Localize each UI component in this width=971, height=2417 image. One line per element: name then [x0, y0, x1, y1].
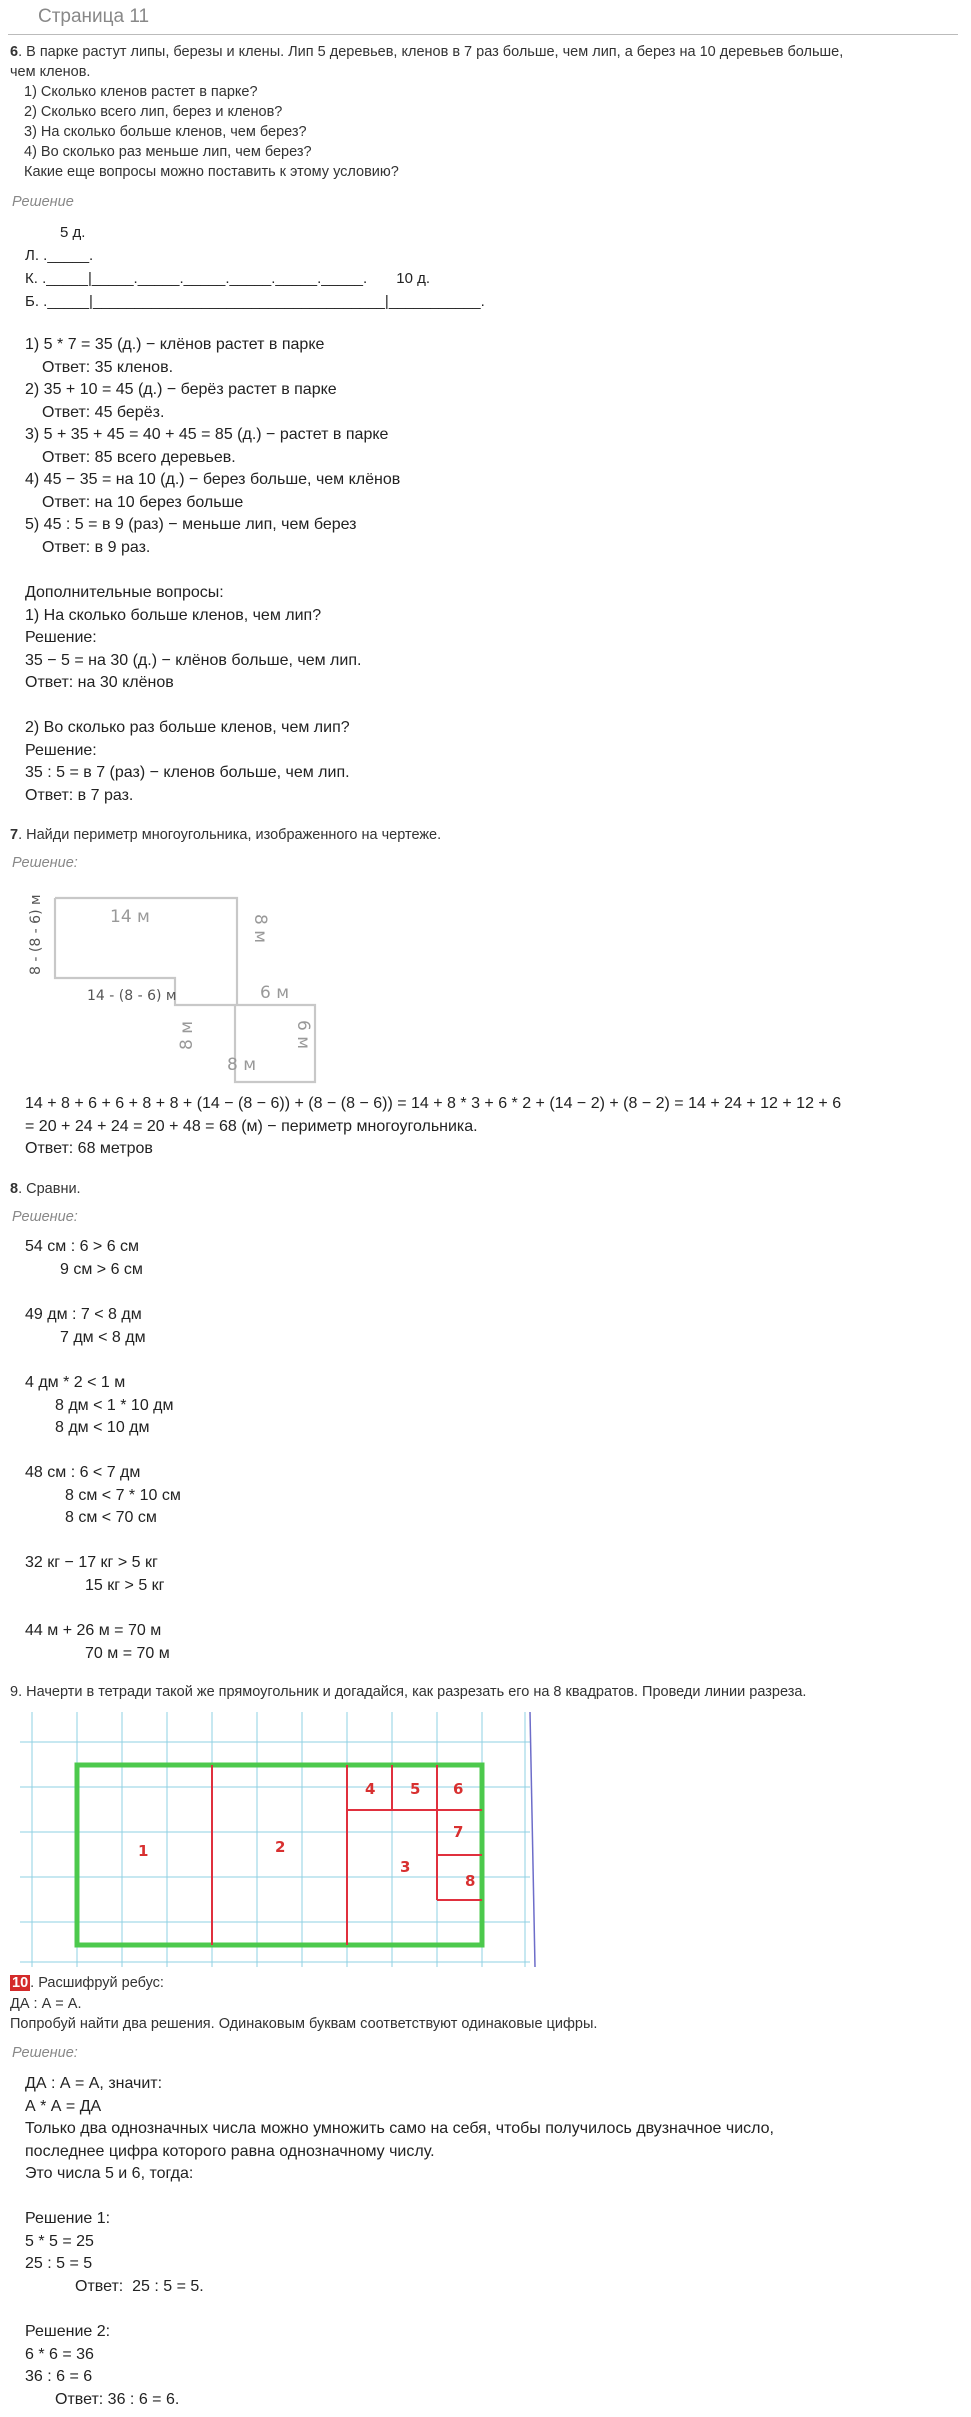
title-divider [8, 34, 958, 35]
t6-sol-2: 2) 35 + 10 = 45 (д.) − берёз растет в парке [25, 381, 337, 398]
t6-add-q1-sol: 35 − 5 = на 30 (д.) − клёнов больше, чем лип. [25, 652, 362, 669]
t10-line: 36 : 6 = 6 [25, 2368, 93, 2385]
task9-text: 9. Начерти в тетради такой же прямоугольник и догадайся, как разрезать его на 8 квадратов. Проведи линии разреза. [10, 1684, 807, 1700]
t7-answer: Ответ: 68 метров [25, 1140, 153, 1157]
t8-line: 9 см > 6 см [60, 1261, 143, 1278]
t6-add-q1: 1) На сколько больше кленов, чем лип? [25, 607, 322, 624]
diagram-kleny: К. ._____|_____._____._____._____._____._____. 10 д. [25, 270, 431, 287]
t6-ans-3: Ответ: 85 всего деревьев. [42, 449, 236, 466]
t6-ans-2: Ответ: 45 берёз. [42, 404, 165, 421]
task6-text-line1: . В парке растут липы, березы и клены. Лип 5 деревьев, кленов в 7 раз больше, чем лип, а берез на 10 деревьев больше, [18, 44, 844, 60]
t6-ans-1: Ответ: 35 кленов. [42, 359, 174, 376]
task8-number: 8 [10, 1181, 19, 1197]
t8-line: 8 дм < 1 * 10 дм [55, 1397, 174, 1414]
task6-extra-question: Какие еще вопросы можно поставить к этому условию? [24, 164, 399, 180]
t10-line: 5 * 5 = 25 [25, 2233, 94, 2250]
polygon-figure [15, 880, 325, 1095]
task6-question-3: 3) На сколько больше кленов, чем берез? [24, 124, 307, 140]
t8-line: 49 дм : 7 < 8 дм [25, 1306, 142, 1323]
task7-text [10, 827, 441, 843]
label-right-top: 8 м [250, 914, 270, 944]
label-left: 8 - (8 - 6) м [28, 894, 44, 975]
task7-text-rest: . Найди периметр многоугольника, изображенного на чертеже. [18, 827, 442, 843]
square-label-4: 4 [365, 1780, 376, 1798]
page-title: Страница 11 [38, 6, 150, 27]
task6-text [10, 44, 843, 60]
task8-solution-label: Решение: [12, 1209, 78, 1225]
task8-text-rest: . Сравни. [18, 1181, 81, 1197]
t8-line: 8 см < 7 * 10 см [65, 1487, 181, 1504]
square-label-5: 5 [410, 1780, 421, 1798]
t8-line: 44 м + 26 м = 70 м [25, 1622, 162, 1639]
t8-line: 54 см : 6 > 6 см [25, 1238, 140, 1255]
t6-add-title: Дополнительные вопросы: [25, 584, 224, 601]
cut-lines [212, 1765, 482, 1945]
t6-add-q2-ans: Ответ: в 7 раз. [25, 787, 134, 804]
square-label-8: 8 [465, 1872, 476, 1890]
t8-line: 70 м = 70 м [85, 1645, 170, 1662]
task10-number: 10 [12, 1975, 29, 1991]
t8-line: 15 кг > 5 кг [85, 1577, 165, 1594]
t8-line: 48 см : 6 < 7 дм [25, 1464, 141, 1481]
t8-line: 32 кг − 17 кг > 5 кг [25, 1554, 158, 1571]
task10-rebus: ДА : А = А. [10, 1996, 82, 2012]
t6-ans-5: Ответ: в 9 раз. [42, 539, 151, 556]
t10-line: 6 * 6 = 36 [25, 2346, 94, 2363]
t10-line: Ответ: 36 : 6 = 6. [55, 2391, 180, 2408]
t6-add-q1-ans: Ответ: на 30 клёнов [25, 674, 174, 691]
label-inner-h: 14 - (8 - 6) м [87, 988, 177, 1004]
square-label-3: 3 [400, 1858, 411, 1876]
t6-add-q2-sol: 35 : 5 = в 7 (раз) − кленов больше, чем лип. [25, 764, 350, 781]
task6-solution-label: Решение [12, 194, 74, 210]
task10-hint: Попробуй найти два решения. Одинаковым буквам соответствуют одинаковые цифры. [10, 2016, 598, 2032]
square-label-7: 7 [453, 1823, 464, 1841]
task6-question-1: 1) Сколько кленов растет в парке? [24, 84, 258, 100]
task8-text [10, 1181, 81, 1197]
label-right-bottom: 6 м [293, 1020, 313, 1050]
task6-question-2: 2) Сколько всего лип, берез и кленов? [24, 104, 283, 120]
diagram-lipy: Л. ._____. [25, 247, 94, 264]
paper-edge [530, 1712, 535, 1967]
task6-text-line2: чем кленов. [10, 64, 91, 80]
t8-line: 8 см < 70 см [65, 1509, 157, 1526]
rectangle-grid-figure [20, 1712, 540, 1972]
t6-sol-4: 4) 45 − 35 = на 10 (д.) − берез больше, чем клёнов [25, 471, 401, 488]
t7-sol-line1: 14 + 8 + 6 + 6 + 8 + 8 + (14 − (8 − 6)) + (8 − (8 − 6)) = 14 + 8 * 3 + 6 * 2 + (14 − 2) + (8 − 2) = 14 + 24 + 12 + 12 + 6 [25, 1095, 842, 1112]
t6-sol-5: 5) 45 : 5 = в 9 (раз) − меньше лип, чем берез [25, 516, 357, 533]
t10-line: Ответ: 25 : 5 = 5. [75, 2278, 204, 2295]
t6-add-q2-label: Решение: [25, 742, 97, 759]
square-label-6: 6 [453, 1780, 464, 1798]
t10-line: Это числа 5 и 6, тогда: [25, 2165, 194, 2182]
label-step: 6 м [260, 983, 290, 1003]
diagram-5d-label: 5 д. [60, 224, 86, 241]
task6-number: 6 [10, 44, 19, 60]
t6-add-q1-label: Решение: [25, 629, 97, 646]
label-bottom: 8 м [227, 1055, 257, 1075]
t6-ans-4: Ответ: на 10 берез больше [42, 494, 244, 511]
task6-question-4: 4) Во сколько раз меньше лип, чем берез? [24, 144, 312, 160]
t10-line: последнее цифра которого равна однозначному числу. [25, 2143, 435, 2160]
square-label-2: 2 [275, 1838, 286, 1856]
t10-line: 25 : 5 = 5 [25, 2255, 93, 2272]
t10-line: Решение 2: [25, 2323, 111, 2340]
t6-sol-1: 1) 5 * 7 = 35 (д.) − клёнов растет в парке [25, 336, 325, 353]
task10-text [10, 1975, 164, 1991]
t10-line: Только два однозначных числа можно умножить само на себя, чтобы получилось двузначное число, [25, 2120, 774, 2137]
task7-number: 7 [10, 827, 19, 843]
task10-solution-label: Решение: [12, 2045, 78, 2061]
t10-line: А * А = ДА [25, 2098, 102, 2115]
t7-sol-line2: = 20 + 24 + 24 = 20 + 48 = 68 (м) − периметр многоугольника. [25, 1118, 478, 1135]
label-top: 14 м [110, 907, 150, 927]
t6-sol-3: 3) 5 + 35 + 45 = 40 + 45 = 85 (д.) − растет в парке [25, 426, 389, 443]
t10-line: Решение 1: [25, 2210, 111, 2227]
t8-line: 4 дм * 2 < 1 м [25, 1374, 126, 1391]
task7-solution-label: Решение: [12, 855, 78, 871]
t8-line: 8 дм < 10 дм [55, 1419, 150, 1436]
label-inner-v: 8 м [177, 1020, 197, 1050]
t6-add-q2: 2) Во сколько раз больше кленов, чем лип? [25, 719, 350, 736]
diagram-berezy: Б. ._____|___________________________________|___________. [25, 293, 485, 310]
t8-line: 7 дм < 8 дм [60, 1329, 146, 1346]
task10-text-rest: . Расшифруй ребус: [30, 1975, 164, 1991]
t10-line: ДА : А = А, значит: [25, 2075, 163, 2092]
square-label-1: 1 [138, 1842, 149, 1860]
